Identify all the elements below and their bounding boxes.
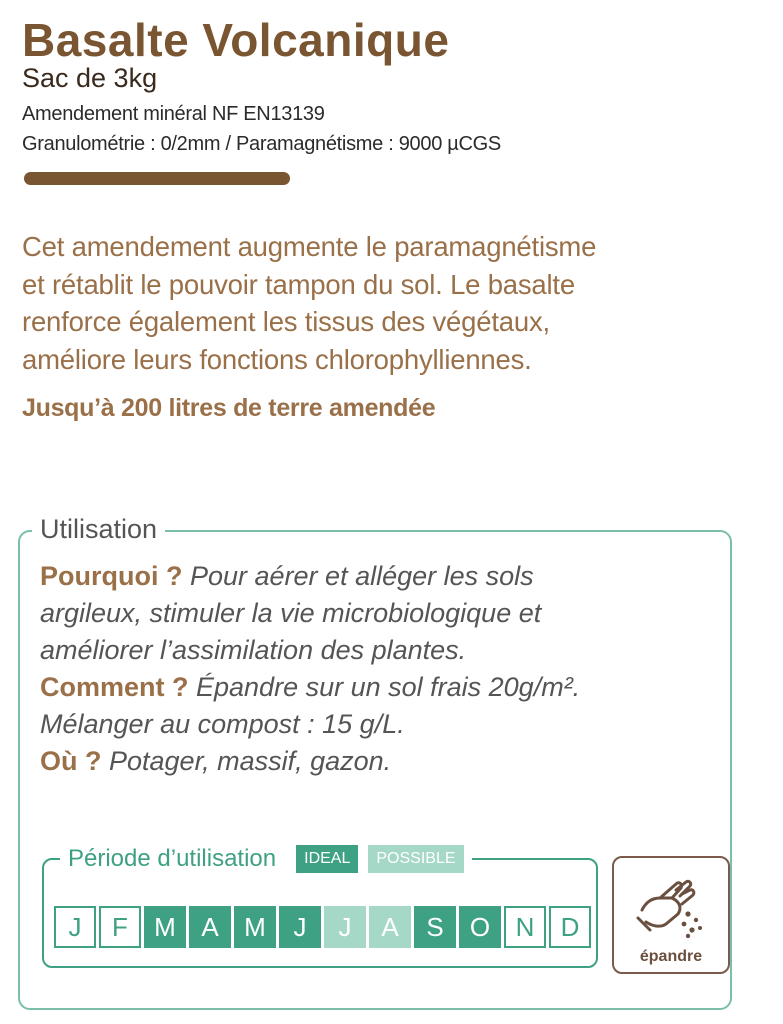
- capacity-highlight: Jusqu’à 200 litres de terre amendée: [22, 394, 436, 422]
- month-calendar: [54, 906, 591, 948]
- description-line: et rétablit le pouvoir tampon du sol. Le basalte: [22, 268, 575, 300]
- month-cell: M: [234, 906, 276, 948]
- usage-text: [40, 558, 730, 780]
- ideal-legend-tag: IDEAL: [296, 845, 358, 873]
- month-cell: S: [414, 906, 456, 948]
- why-line-2: argileux, stimuler la vie microbiologique et: [40, 598, 542, 628]
- month-cell: A: [369, 906, 411, 948]
- spreading-hand-icon: [632, 868, 712, 948]
- why-line-3: améliorer l’assimilation des plantes.: [40, 635, 467, 665]
- description-line: Cet amendement augmente le paramagnétisme: [22, 231, 597, 262]
- where-label: Où ?: [40, 746, 102, 776]
- period-title: Période d’utilisation: [68, 845, 277, 872]
- month-cell: F: [99, 906, 141, 948]
- description-line: améliore leurs fonctions chlorophylliennes.: [22, 343, 532, 375]
- why-line-1: [40, 558, 730, 595]
- how-text: Épandre sur un sol frais 20g/m².: [188, 672, 581, 702]
- month-cell: J: [279, 906, 321, 948]
- how-line-1: [40, 669, 730, 706]
- period-legend: [60, 844, 472, 874]
- description-line: renforce également les tissus des végétaux,: [22, 306, 550, 337]
- product-subtitle: Sac de 3kg: [22, 63, 158, 93]
- spec-line-granulometry: Granulométrie : 0/2mm / Paramagnétisme : 9000 µCGS: [22, 133, 501, 155]
- product-description: [22, 228, 762, 378]
- product-title: Basalte Volcanique: [22, 14, 450, 66]
- usage-legend: Utilisation: [32, 512, 165, 546]
- how-line-2: Mélanger au compost : 15 g/L.: [40, 709, 405, 739]
- epandre-label: épandre: [639, 948, 703, 965]
- epandre-pictogram: [612, 856, 730, 974]
- why-text: Pour aérer et alléger les sols: [182, 561, 534, 591]
- how-label: Comment ?: [40, 672, 189, 702]
- month-cell: N: [504, 906, 546, 948]
- month-cell: O: [459, 906, 501, 948]
- month-cell: J: [54, 906, 96, 948]
- month-cell: D: [549, 906, 591, 948]
- where-text: Potager, massif, gazon.: [101, 746, 392, 776]
- month-cell: M: [144, 906, 186, 948]
- why-label: Pourquoi ?: [40, 561, 183, 591]
- spec-line-standard: Amendement minéral NF EN13139: [22, 103, 325, 125]
- month-cell: J: [324, 906, 366, 948]
- where-line: [40, 743, 730, 780]
- title-underline-bar: [24, 172, 290, 185]
- possible-legend-tag: POSSIBLE: [368, 845, 463, 873]
- month-cell: A: [189, 906, 231, 948]
